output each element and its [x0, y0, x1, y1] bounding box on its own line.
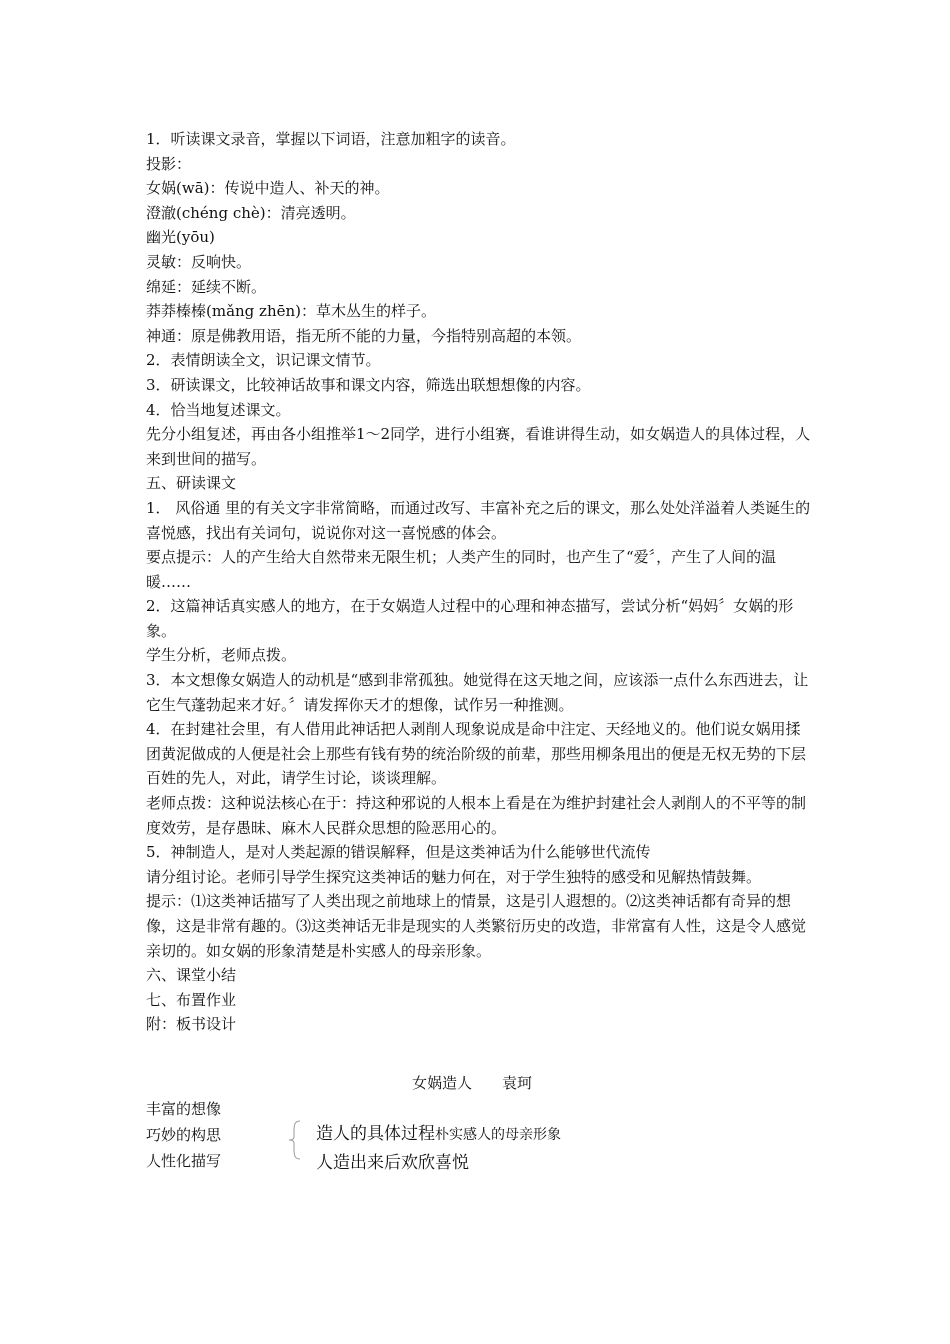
paragraph: 女娲(wā)：传说中造人、补天的神。 — [146, 179, 390, 198]
paragraph: 1． 风俗通 里的有关文字非常简略，而通过改写、丰富补充之后的课文，那么处处洋溢着人类诞生的喜悦感，找出有关词句，说说你对这一喜悦感的体会。 — [146, 498, 811, 542]
paragraph: 要点提示：人的产生给大自然带来无限生机；人类产生的同时，也产生了“爱〞，产生了人间的温暖…… — [146, 548, 777, 591]
paragraph: 5．神制造人，是对人类起源的错误解释，但是这类神话为什么能够世代流传 — [146, 843, 651, 862]
paragraph: 请分组讨论。老师引导学生探究这类神话的魅力何在，对于学生独特的感受和见解热情鼓舞。 — [146, 867, 762, 886]
section-heading: 五、研读课文 — [146, 474, 237, 493]
board-left-column — [146, 1096, 221, 1174]
document-body — [146, 127, 812, 1037]
paragraph: 4．恰当地复述课文。 — [146, 400, 291, 419]
paragraph: 先分小组复述，再由各小组推举1～2同学，进行小组赛，看谁讲得生动，如女娲造人的具体过程，人来到世间的描写。 — [146, 425, 811, 468]
paragraph: 4．在封建社会里，有人借用此神话把人剥削人现象说成是命中注定、天经地义的。他们说女娲用揉团黄泥做成的人便是社会上那些有钱有势的统治阶级的前辈，那些用柳条甩出的便是无权无势的下层百姓的先人，对此，请学生讨论，谈谈理解。 — [146, 720, 807, 788]
board-right-line-2: 人造出来后欢欣喜悦 — [316, 1153, 469, 1173]
board-right-main: 造人的具体过程 — [316, 1124, 435, 1144]
board-left-item: 巧妙的构思 — [146, 1126, 222, 1144]
paragraph: 3．本文想像女娲造人的动机是“感到非常孤独。她觉得在这天地之间，应该添一点什么东西进去，让它生气蓬勃起来才好。〞请发挥你天才的想像，试作另一种推测。 — [146, 671, 809, 714]
section-heading: 七、布置作业 — [146, 990, 237, 1009]
paragraph: 灵敏：反响快。 — [146, 252, 252, 271]
board-right-inner: 朴实感人的母亲形象 — [435, 1127, 561, 1143]
brace-icon — [288, 1120, 302, 1160]
paragraph: 神通：原是佛教用语，指无所不能的力量，今指特别高超的本领。 — [146, 326, 582, 345]
board-title: 女娲造人 袁珂 — [412, 1074, 533, 1092]
paragraph: 提示：⑴这类神话描写了人类出现之前地球上的情景，这是引人遐想的。⑵这类神话都有奇异的想像，这是非常有趣的。⑶这类神话无非是现实的人类繁衍历史的改造，非常富有人性，这是令人感觉亲切的。如女娲的形象清楚是朴实感人的母亲形象。 — [146, 892, 807, 960]
paragraph: 1．听读课文录音，掌握以下词语，注意加粗字的读音。 — [146, 130, 516, 148]
board-left-item: 人性化描写 — [146, 1152, 222, 1170]
paragraph: 绵延：延续不断。 — [146, 277, 267, 296]
paragraph: 幽光(yōu) — [146, 228, 215, 247]
section-heading: 附：板书设计 — [146, 1015, 237, 1034]
board-left-item: 丰富的想像 — [146, 1100, 222, 1118]
paragraph: 澄澈(chéng chè)：清亮透明。 — [146, 203, 356, 222]
paragraph: 投影： — [146, 154, 192, 173]
paragraph: 3．研读课文，比较神话故事和课文内容，筛选出联想想像的内容。 — [146, 375, 591, 394]
section-heading: 六、课堂小结 — [146, 966, 237, 985]
paragraph: 学生分析，老师点拨。 — [146, 646, 297, 665]
paragraph: 老师点拨：这种说法核心在于：持这种邪说的人根本上看是在为维护封建社会人剥削人的不平等的制度效劳，是存愚昧、麻木人民群众思想的险恶用心的。 — [146, 794, 807, 837]
paragraph: 莽莽榛榛(mǎng zhēn)：草木丛生的样子。 — [146, 302, 437, 321]
paragraph: 2．这篇神话真实感人的地方，在于女娲造人过程中的心理和神态描写，尝试分析“妈妈〞女娲的形象。 — [146, 597, 794, 640]
paragraph: 2．表情朗读全文，识记课文情节。 — [146, 351, 381, 370]
board-right-line-1 — [316, 1122, 561, 1147]
